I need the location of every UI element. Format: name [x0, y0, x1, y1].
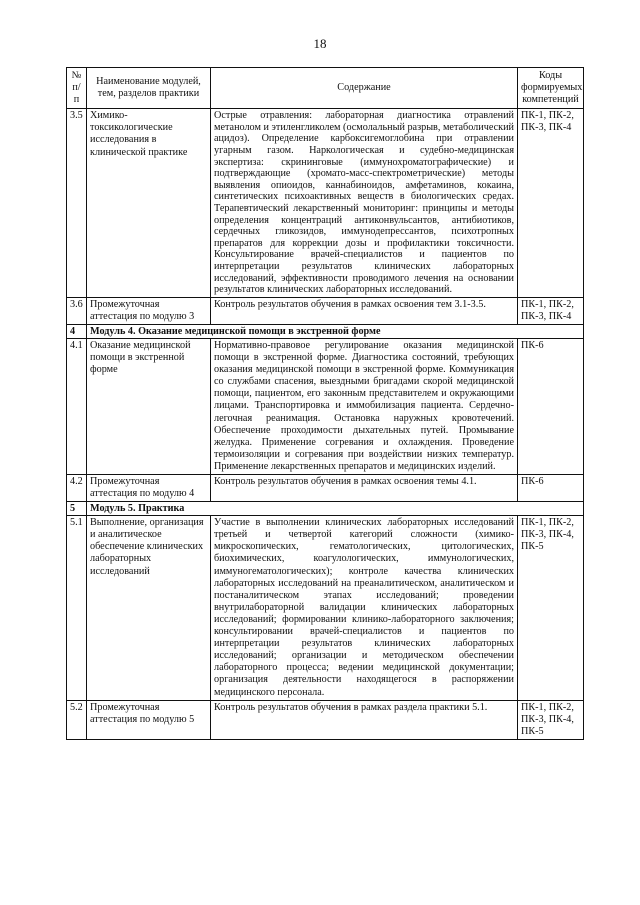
row-num: 5.2 — [67, 700, 87, 739]
row-num: 5.1 — [67, 516, 87, 700]
row-content: Нормативно-правовое регулирование оказания медицинской помощи в экстренной форме. Диагностика состояний, требующих оказания медицинской помощи в экстренной форме. Коммуникация со службами спасения, выездными бригадами скорой медицинской помощи, пациентом, его законным представителем и окружающими лицами. Транспортировка и иммобилизация пациента. Сердечно-легочная реанимация. Остановка наружных кровотечений. Обеспечение проходимости дыхательных путей. Промывание желудка. Применение согревания и охлаждения. Проведение термоизоляции и согревания при воздействии низких температур. Применение лекарственных препаратов и медицинских изделий. — [211, 338, 518, 474]
table-header-row — [67, 68, 584, 109]
row-num: 4.2 — [67, 475, 87, 502]
row-codes: ПК-6 — [518, 338, 584, 474]
row-content: Участие в выполнении клинических лабораторных исследований третьей и четвертой категорий сложности (химико-микроскопических, гематологических, цитологических, биохимических, коагулологических, иммунологических, иммуногематологических); контроле качества клинических лабораторных исследований на преаналитическом, аналитическом и постаналитическом этапах исследований; проведении внутрилабораторной валидации клинических лабораторных исследований; формировании клинико-лабораторного заключения; консультировании врачей-специалистов и пациентов по интерпретации результатов клинических лабораторных исследований; организации и методическом обеспечении лабораторного процесса; ведении медицинской документации; организация деятельности находящегося в распоряжении медицинского персонала. — [211, 516, 518, 700]
table-row — [67, 109, 584, 298]
header-name: Наименование модулей, тем, разделов практики — [87, 68, 211, 109]
table-row — [67, 338, 584, 474]
header-num: № п/п — [67, 68, 87, 109]
row-codes: ПК-1, ПК-2, ПК-3, ПК-4 — [518, 109, 584, 298]
module-title: Модуль 5. Практика — [87, 502, 584, 516]
row-name: Промежуточная аттестация по модулю 4 — [87, 475, 211, 502]
module-num: 4 — [67, 324, 87, 338]
row-content: Острые отравления: лабораторная диагностика отравлений метанолом и этиленгликолем (осмолальный разрыв, метаболический ацидоз). Определение карбоксигемоглобина при отравлении угарным газом. Наркологическая и судебно-медицинская экспертиза: скрининговые (иммунохроматографические) и подтверждающие (хромато-масс-спектрометрические) методы выявления опиоидов, каннабиноидов, амфетаминов, кокаина, синтетических психоактивных веществ в биологических средах. Терапевтический лекарственный мониторинг: принципы и методы определения концентраций антиконвульсантов, антибиотиков, сердечных гликозидов, иммунодепрессантов, психотропных препаратов для коррекции дозы и профилактики токсичности. Консультирование врачей-специалистов и пациентов по интерпретации результатов клинических лабораторных исследований, эффективности проводимого лечения на основании результатов клинических лабораторных исследований. — [211, 109, 518, 298]
table-row — [67, 700, 584, 739]
module-row — [67, 502, 584, 516]
curriculum-table — [66, 67, 584, 740]
module-num: 5 — [67, 502, 87, 516]
module-title: Модуль 4. Оказание медицинской помощи в экстренной форме — [87, 324, 584, 338]
table-row — [67, 516, 584, 700]
row-num: 3.6 — [67, 297, 87, 324]
row-num: 3.5 — [67, 109, 87, 298]
row-content: Контроль результатов обучения в рамках раздела практики 5.1. — [211, 700, 518, 739]
page-number: 18 — [313, 36, 327, 51]
row-num: 4.1 — [67, 338, 87, 474]
row-name: Выполнение, организация и аналитическое обеспечение клинических лабораторных исследований — [87, 516, 211, 700]
row-name: Промежуточная аттестация по модулю 5 — [87, 700, 211, 739]
module-row — [67, 324, 584, 338]
row-content: Контроль результатов обучения в рамках освоения тем 3.1-3.5. — [211, 297, 518, 324]
table-row — [67, 297, 584, 324]
row-name: Промежуточная аттестация по модулю 3 — [87, 297, 211, 324]
header-content: Содержание — [211, 68, 518, 109]
row-codes: ПК-1, ПК-2, ПК-3, ПК-4, ПК-5 — [518, 516, 584, 700]
row-codes: ПК-1, ПК-2, ПК-3, ПК-4 — [518, 297, 584, 324]
row-name: Химико-токсикологические исследования в клинической практике — [87, 109, 211, 298]
row-codes: ПК-1, ПК-2, ПК-3, ПК-4, ПК-5 — [518, 700, 584, 739]
row-content: Контроль результатов обучения в рамках освоения темы 4.1. — [211, 475, 518, 502]
row-codes: ПК-6 — [518, 475, 584, 502]
row-name: Оказание медицинской помощи в экстренной форме — [87, 338, 211, 474]
header-codes: Коды формируемых компетенций — [518, 68, 584, 109]
table-row — [67, 475, 584, 502]
